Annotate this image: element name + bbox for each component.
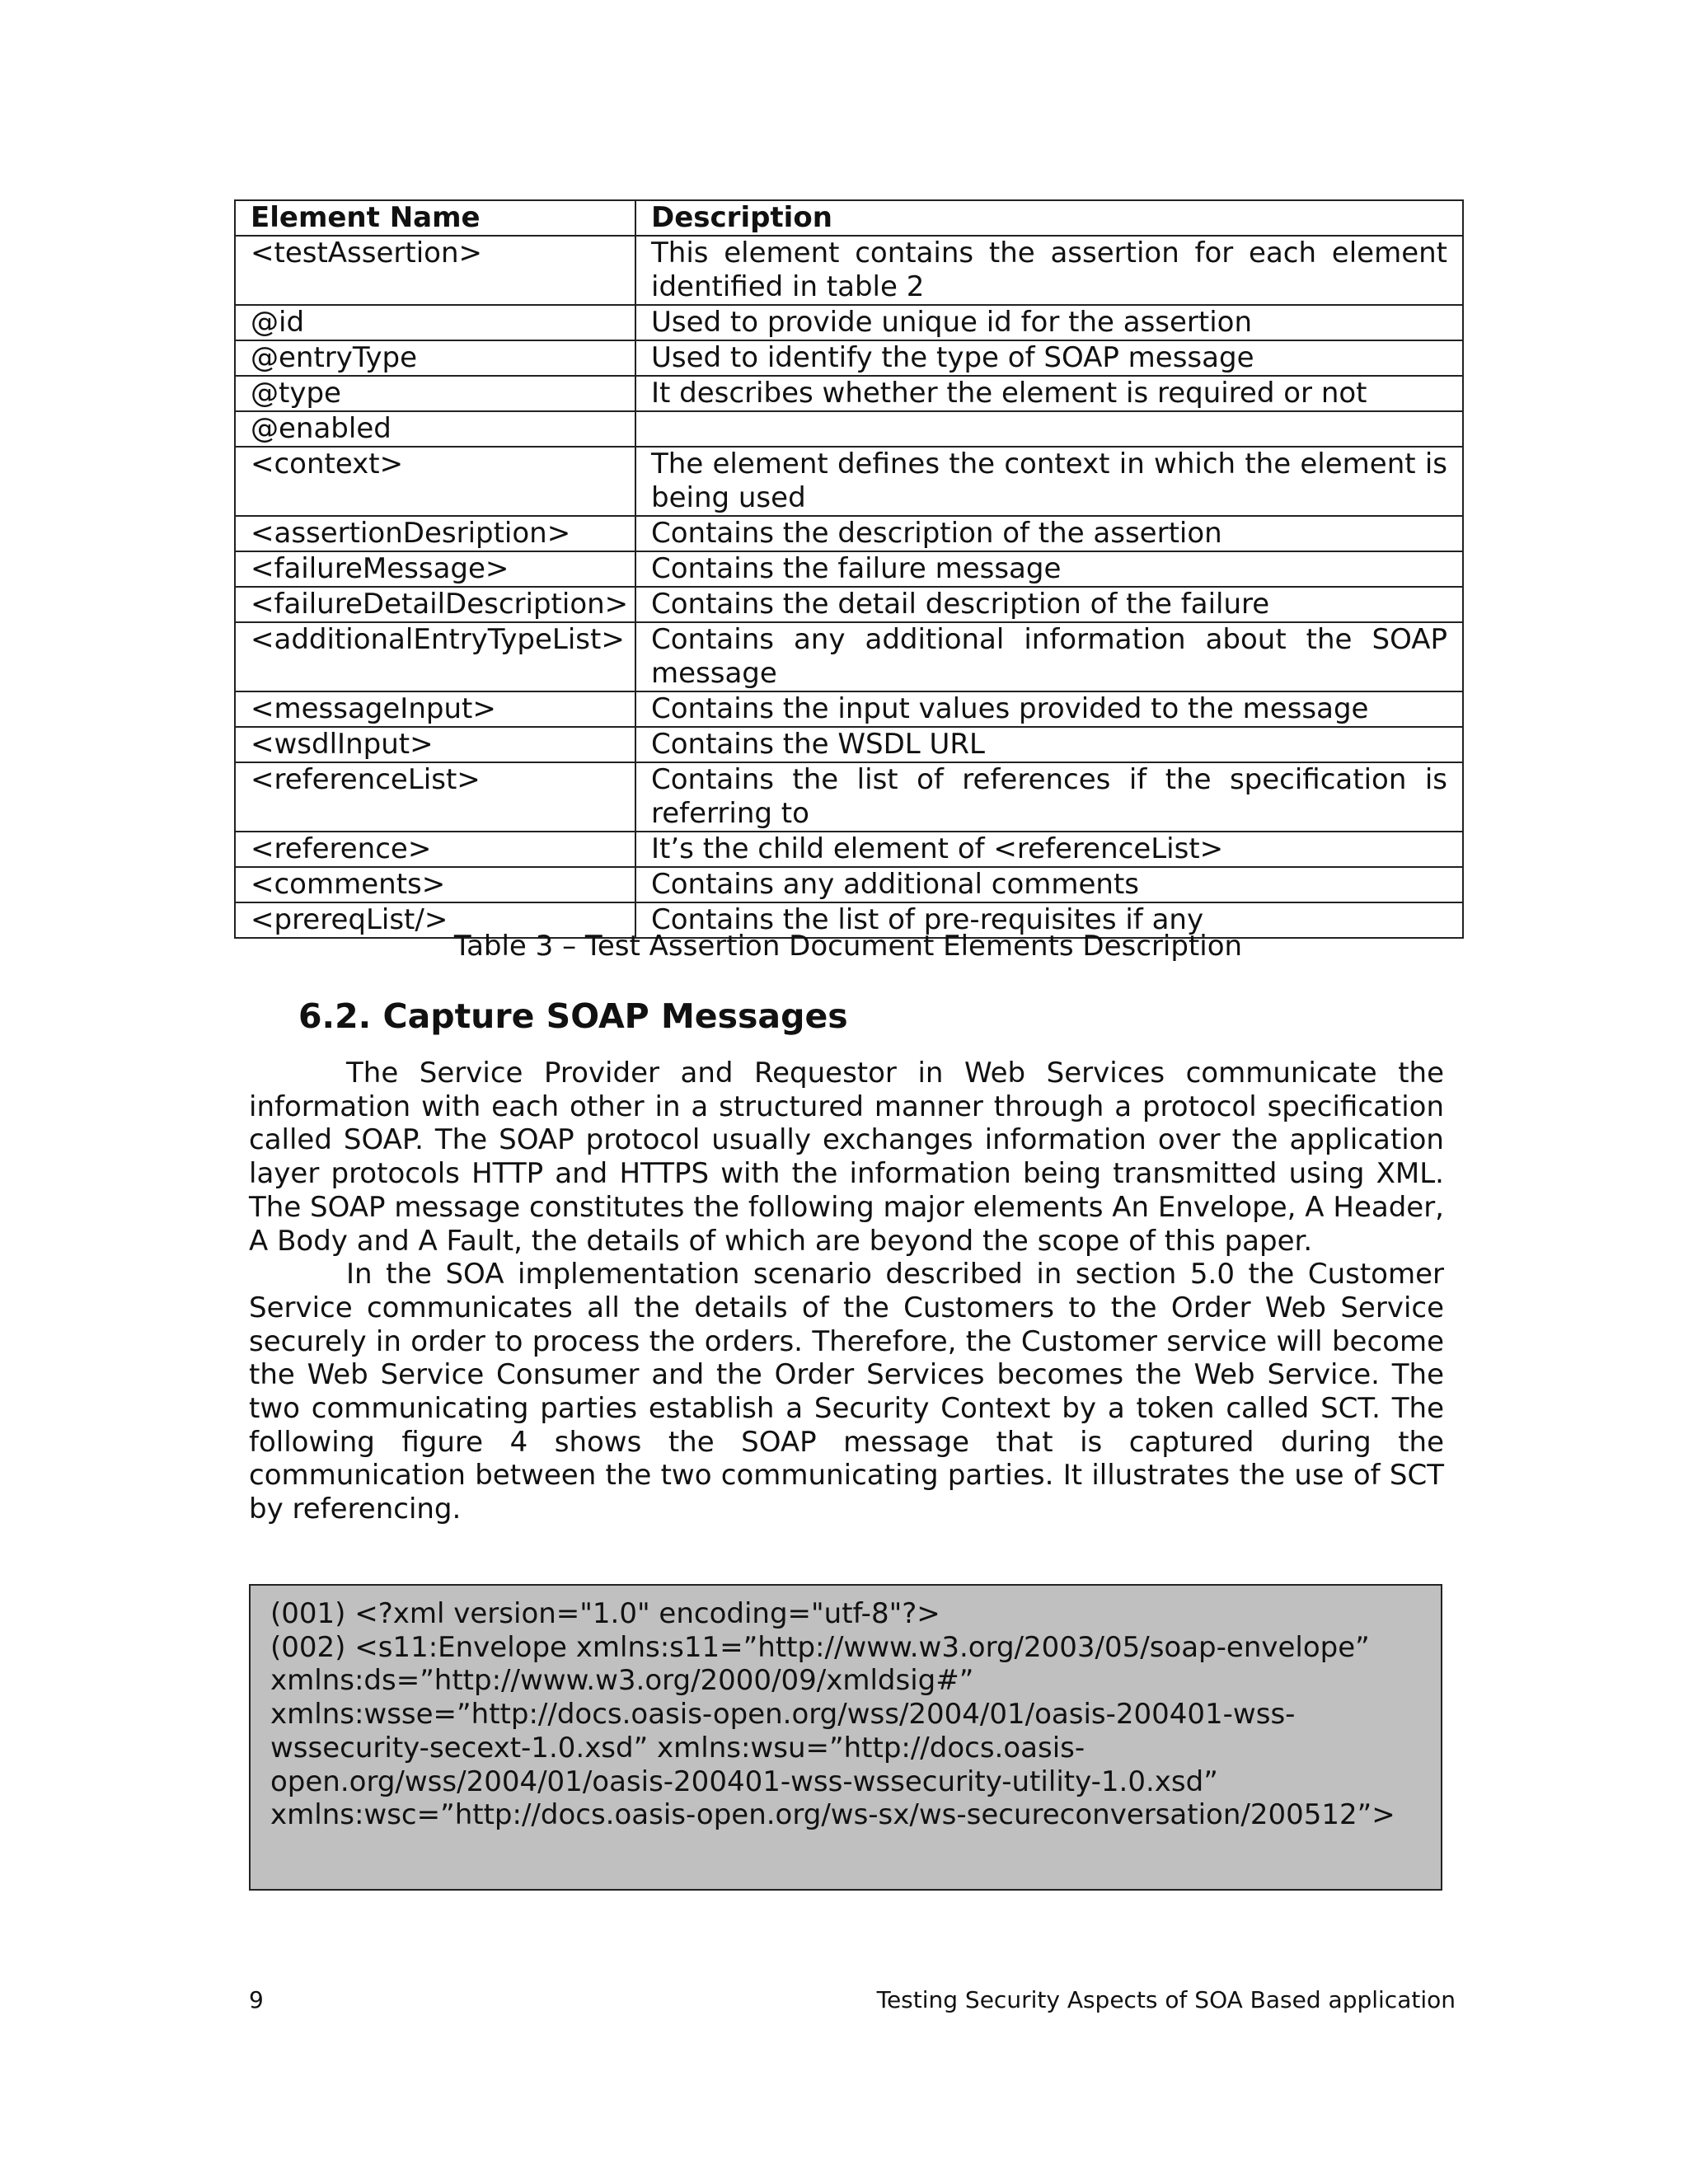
column-header-element-name: Element Name [235,200,635,236]
element-name-cell: <reference> [235,832,635,867]
description-cell: Contains the failure message [635,551,1463,587]
description-cell: Contains any additional comments [635,867,1463,902]
table-row [235,727,1463,762]
table-row [235,411,1463,447]
element-name-cell: <messageInput> [235,691,635,727]
element-name-cell: @entryType [235,340,635,376]
element-name-cell: @type [235,376,635,411]
paragraph: The Service Provider and Requestor in Web Services communicate the information with each other in a structured manner through a protocol specification called SOAP. The SOAP protocol usually exchanges information over the application layer protocols HTTP and HTTPS with the information being transmitted using XML. The SOAP message constitutes the following major elements An Envelope, A Header, A Body and A Fault, the details of which are beyond the scope of this paper. [249,1057,1444,1258]
column-header-description: Description [635,200,1463,236]
description-cell: It describes whether the element is required or not [635,376,1463,411]
element-name-cell: @enabled [235,411,635,447]
description-cell: Contains the list of references if the specification is referring to [635,762,1463,832]
table-row [235,551,1463,587]
table-row [235,447,1463,516]
element-name-cell: <testAssertion> [235,236,635,305]
section-body [249,1057,1444,1526]
table-row [235,622,1463,691]
element-name-cell: <prereqList/> [235,902,635,938]
table-header-row [235,200,1463,236]
table-row [235,236,1463,305]
element-name-cell: <assertionDesription> [235,516,635,551]
code-line: (001) <?xml version="1.0" encoding="utf-8"?> [270,1597,940,1630]
description-cell: Used to identify the type of SOAP message [635,340,1463,376]
table-row [235,305,1463,340]
description-cell: The element defines the context in which the element is being used [635,447,1463,516]
page-number: 9 [249,1986,264,2013]
table-row [235,340,1463,376]
element-name-cell: <failureMessage> [235,551,635,587]
table-caption: Table 3 – Test Assertion Document Elements Description [453,930,1243,963]
element-name-cell: <referenceList> [235,762,635,832]
footer-title: Testing Security Aspects of SOA Based application [876,1986,1456,2013]
description-cell: Contains the description of the assertion [635,516,1463,551]
elements-table [234,199,1464,939]
element-name-cell: <comments> [235,867,635,902]
table-row [235,587,1463,622]
description-cell: Contains the detail description of the failure [635,587,1463,622]
table-row [235,516,1463,551]
element-name-cell: <failureDetailDescription> [235,587,635,622]
description-cell: Contains the list of pre-requisites if any [635,902,1463,938]
element-name-cell: <context> [235,447,635,516]
description-cell: Used to provide unique id for the assertion [635,305,1463,340]
description-cell: Contains any additional information about the SOAP message [635,622,1463,691]
table-row [235,376,1463,411]
table-row [235,867,1463,902]
description-cell: Contains the input values provided to the message [635,691,1463,727]
paragraph: In the SOA implementation scenario described in section 5.0 the Customer Service communicates all the details of the Customers to the Order Web Service securely in order to process the orders. Therefore, the Customer service will become the Web Service Consumer and the Order Services becomes the Web Service. The two communicating parties establish a Security Context by a token called SCT. The following figure 4 shows the SOAP message that is captured during the communication between the two communicating parties. It illustrates the use of SCT by referencing. [249,1258,1444,1526]
table-row [235,832,1463,867]
soap-message-code-box [249,1584,1442,1891]
element-name-cell: @id [235,305,635,340]
table-row [235,691,1463,727]
element-name-cell: <wsdlInput> [235,727,635,762]
code-line: (002) <s11:Envelope xmlns:s11=”http://www.w3.org/2003/05/soap-envelope” xmlns:ds=”http://www.w3.org/2000/09/xmldsig#” xmlns:wsse=”http://docs.oasis-open.org/wss/2004/01/oasis-200401-wss-wssecurity-secext-1.0.xsd” xmlns:wsu=”http://docs.oasis-open.org/wss/2004/01/oasis-200401-wss-wssecurity-utility-1.0.xsd” xmlns:wsc=”http://docs.oasis-open.org/ws-sx/ws-secureconversation/200512”> [270,1630,1395,1832]
description-cell: This element contains the assertion for each element identified in table 2 [635,236,1463,305]
description-cell: Contains the WSDL URL [635,727,1463,762]
description-cell [635,411,1463,447]
description-cell: It’s the child element of <referenceList> [635,832,1463,867]
element-name-cell: <additionalEntryTypeList> [235,622,635,691]
table-row [235,762,1463,832]
section-heading: 6.2. Capture SOAP Messages [298,996,848,1036]
